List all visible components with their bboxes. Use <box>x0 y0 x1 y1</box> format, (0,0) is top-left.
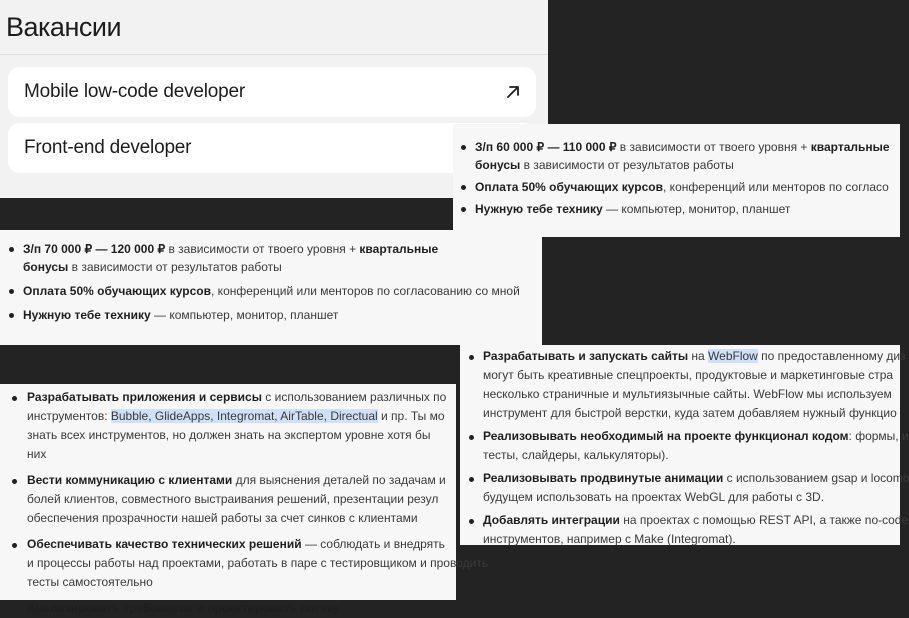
text: по предоставленному диз <box>757 349 906 363</box>
text: могут быть креативные спецпроекты, продуктовые и маркетинговые стра <box>483 368 894 382</box>
list-item <box>483 469 909 507</box>
text-bold: квартальные <box>359 242 439 256</box>
text: с использованием gsap и locomo <box>723 471 909 485</box>
vacancy-card-mobile-low-code[interactable] <box>8 67 536 117</box>
list-item <box>475 138 890 174</box>
text: тесты, слайдеры, калькуляторы). <box>483 448 669 462</box>
list-item <box>23 282 520 300</box>
text: — соблюдать и внедрять <box>301 537 445 551</box>
text: в зависимости от результатов работы <box>68 260 282 274</box>
text-bold: Оплата 50% обучающих курсов <box>475 180 664 194</box>
duties-snippet-low-code <box>0 384 489 615</box>
text: знать всех инструментов, но должен знать на экспертом уровне хотя бы <box>27 428 431 442</box>
text: на проектах с помощью REST API, а также no-code <box>619 513 909 527</box>
text: на <box>688 349 709 363</box>
duties-snippet-webflow <box>460 345 909 546</box>
vacancy-title: Mobile low-code developer <box>24 81 246 102</box>
text: инструментов, например с Make (Integromat). <box>483 532 736 546</box>
conditions-snippet-70k <box>0 230 542 345</box>
text: инструментов: <box>27 409 111 423</box>
list-item <box>27 388 488 464</box>
list-item <box>23 240 520 276</box>
list-item <box>475 178 890 196</box>
text-bold: Оплата 50% обучающих курсов <box>23 284 212 298</box>
text: в зависимости от твоего уровня + <box>616 140 811 154</box>
page-title: Вакансии <box>6 12 122 42</box>
salary-text: З/п 60 000 ₽ — 110 000 ₽ <box>475 140 617 154</box>
list-item <box>27 599 488 618</box>
text: обеспечения прозрачности нашей работы за счет синков с клиентами <box>27 511 418 525</box>
text: них <box>27 447 47 461</box>
text-bold: Реализовывать продвинутые анимации <box>483 471 724 485</box>
list-item <box>23 306 520 324</box>
text: болей клиентов, совместного выстраивания решений, презентации резул <box>27 492 439 506</box>
text: , конференций или менторов по согласо <box>663 180 889 194</box>
salary-text: З/п 70 000 ₽ — 120 000 ₽ <box>23 242 166 256</box>
text-bold: Нужную тебе технику <box>23 308 151 322</box>
text-bold: бонусы <box>23 260 69 274</box>
text-bold: Реализовывать необходимый на проекте функционал кодом <box>483 429 849 443</box>
text: несколько страничные и мультиязычные сайты. WebFlow мы используем <box>483 387 892 401</box>
text: — компьютер, монитор, планшет <box>602 202 791 216</box>
list-item <box>483 511 909 549</box>
text: и пр. Ты мо <box>377 409 445 423</box>
text: будущем использовать на проектах WebGL для работы с 3D. <box>483 490 825 504</box>
highlighted-text: WebFlow <box>708 349 758 363</box>
text: в зависимости от твоего уровня + <box>165 242 360 256</box>
text-bold: Разрабатывать и запускать сайты <box>483 349 689 363</box>
text: с использованием различных по <box>261 390 447 404</box>
list-item <box>483 427 909 465</box>
text-bold: квартальные <box>810 140 890 154</box>
text: тесты самостоятельно <box>27 575 153 589</box>
text-bold: бонусы <box>475 158 521 172</box>
list-item <box>27 471 488 528</box>
list-item <box>27 535 488 592</box>
text: инструмент для быстрой верстки, куда затем добавляем нужный функцио <box>483 406 897 420</box>
text: , конференций или менторов по согласованию со мной <box>211 284 520 298</box>
text-bold: Обеспечивать качество технических решений <box>27 537 302 551</box>
text: для выяснения деталей по задачам и <box>232 473 446 487</box>
text: : формы, и <box>848 429 909 443</box>
highlighted-text: Bubble, GlideApps, Integromat, AirTable, Directual <box>110 409 378 423</box>
list-item <box>483 347 909 423</box>
text-bold: Вести коммуникацию с клиентами <box>27 473 233 487</box>
divider <box>0 54 548 55</box>
text: в зависимости от результатов работы <box>520 158 734 172</box>
arrow-up-right-icon <box>504 83 522 101</box>
text-bold: Анализировать требования и проектировать логику <box>27 601 340 615</box>
text: и процессы работы над проектами, работать в паре с тестировщиком и проводить <box>27 556 489 570</box>
text-bold: Разрабатывать приложения и сервисы <box>27 390 262 404</box>
text-bold: Добавлять интеграции <box>483 513 620 527</box>
vacancy-title: Front-end developer <box>24 137 192 158</box>
text: — компьютер, монитор, планшет <box>150 308 339 322</box>
conditions-snippet-60k <box>453 124 900 237</box>
text-bold: Нужную тебе технику <box>475 202 603 216</box>
list-item <box>475 200 890 218</box>
